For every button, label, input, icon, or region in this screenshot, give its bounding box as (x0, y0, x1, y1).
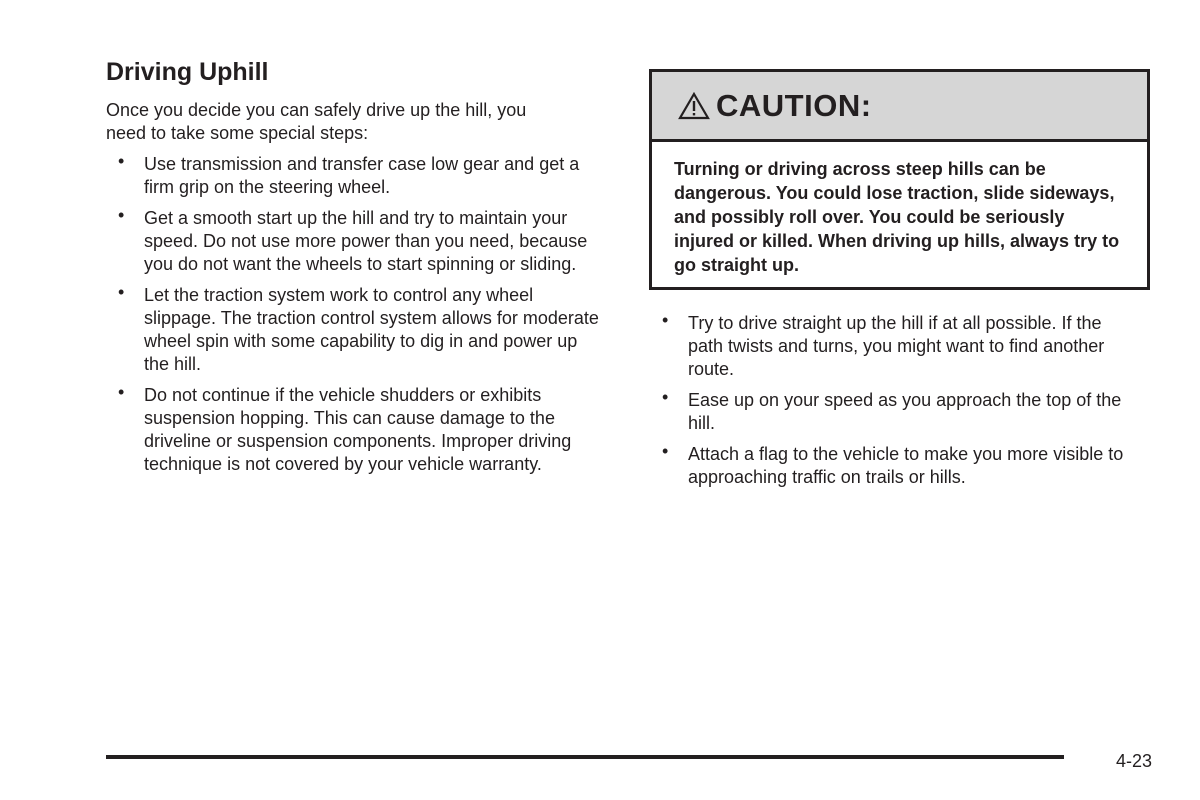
right-column (650, 304, 1150, 489)
page-number: 4-23 (1116, 751, 1153, 771)
caution-header (652, 72, 1147, 142)
left-column (106, 56, 606, 476)
intro-paragraph: Once you decide you can safely drive up the hill, you need to take some special steps: (106, 100, 527, 143)
caution-text: Turning or driving across steep hills can be dangerous. You could lose traction, slide sideways, and possibly roll over. You could be seriously injured or killed. When driving up hills, always try to go straight up. (674, 159, 1120, 275)
list-item (650, 389, 1128, 435)
list-item-text: Do not continue if the vehicle shudders or exhibits suspension hopping. This can cause damage to the driveline or suspension components. Improper driving technique is not covered by your vehicle warranty. (144, 385, 572, 474)
bullet-icon: • (118, 382, 125, 402)
warning-triangle-icon (678, 92, 710, 120)
footer-rule (106, 755, 1064, 759)
bullet-icon: • (118, 282, 125, 302)
list-item (650, 312, 1128, 381)
list-item (106, 153, 599, 199)
bullet-icon: • (118, 151, 125, 171)
list-item (106, 284, 599, 376)
list-item (106, 384, 599, 476)
bullet-icon: • (662, 310, 669, 330)
caution-title: CAUTION: (716, 87, 872, 123)
list-item-text: Get a smooth start up the hill and try to maintain your speed. Do not use more power than you need, because you do not want the wheels to start spinning or sliding. (144, 208, 588, 274)
list-item-text: Ease up on your speed as you approach the top of the hill. (688, 390, 1122, 433)
bullet-icon: • (662, 441, 669, 461)
uphill-steps-list (106, 153, 606, 476)
list-item-text: Use transmission and transfer case low gear and get a firm grip on the steering wheel. (144, 154, 580, 197)
list-item-text: Let the traction system work to control any wheel slippage. The traction control system allows for moderate wheel spin with some capability to dig in and power up the hill. (144, 285, 599, 374)
section-title: Driving Uphill (106, 58, 269, 86)
bullet-icon: • (118, 205, 125, 225)
caution-box (649, 69, 1150, 290)
list-item (650, 443, 1128, 489)
hill-tips-list (650, 312, 1150, 489)
list-item-text: Try to drive straight up the hill if at all possible. If the path twists and turns, you might want to find another route. (688, 313, 1105, 379)
list-item (106, 207, 599, 276)
bullet-icon: • (662, 387, 669, 407)
list-item-text: Attach a flag to the vehicle to make you more visible to approaching traffic on trails or hills. (688, 444, 1124, 487)
